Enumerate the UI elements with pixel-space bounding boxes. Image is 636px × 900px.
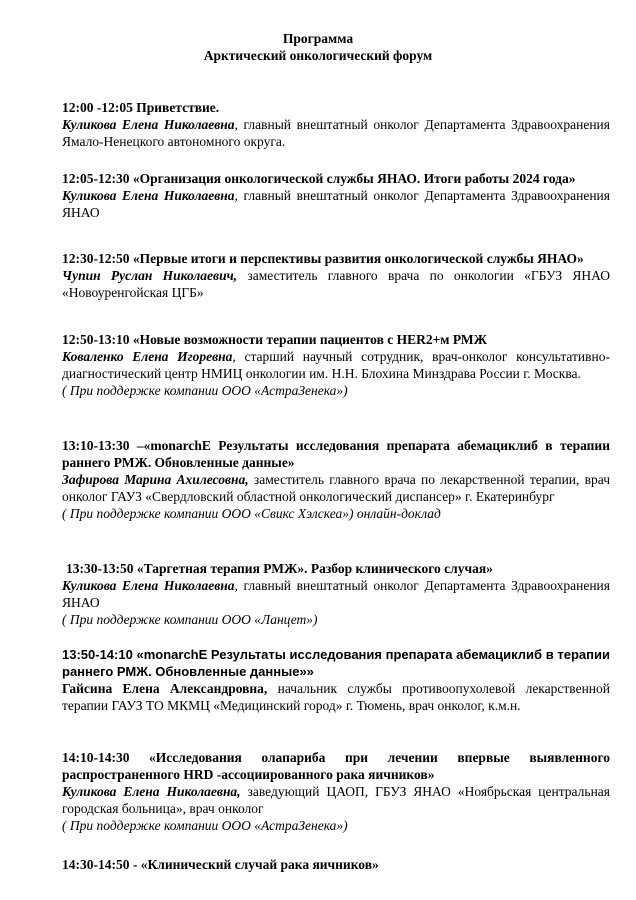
session-sponsor: ( При поддержке компании ООО «Ланцет») — [62, 612, 318, 627]
header-line-forum: Арктический онкологический форум — [203, 48, 433, 63]
session-item — [62, 856, 610, 873]
session-item — [62, 99, 610, 150]
speaker-role: , главный внештатный онколог Департамента Здравоохранения ЯНАО — [62, 188, 610, 220]
session-title: 12:50-13:10 «Новые возможности терапии пациентов с HER2+м РМЖ — [62, 332, 487, 347]
speaker-name: Куликова Елена Николаевна, — [62, 784, 241, 799]
header-line-program: Программа — [282, 31, 354, 46]
speaker-name: Зафирова Марина Ахилесовна, — [62, 472, 249, 487]
session-item — [62, 646, 610, 714]
session-item — [62, 331, 610, 399]
session-sponsor: ( При поддержке компании ООО «АстраЗенека») — [62, 818, 348, 833]
session-item — [62, 250, 610, 301]
session-title: 12:30-12:50 «Первые итоги и перспективы развития онкологической службы ЯНАО» — [62, 251, 584, 266]
session-title: 13:10-13:30 –«monarchE Результаты исследования препарата абемациклиб в терапии раннего РМЖ. Обновленные данные» — [62, 438, 610, 470]
session-title: 13:30-13:50 «Таргетная терапия РМЖ». Разбор клинического случая» — [66, 561, 493, 576]
session-item — [62, 560, 610, 628]
session-item — [62, 170, 610, 221]
speaker-name: Куликова Елена Николаевна — [62, 188, 235, 203]
session-title: 14:10-14:30 «Исследования олапариба при лечении впервые выявленного распространенного HRD -ассоциированного рака яичников» — [62, 750, 610, 782]
session-sponsor: ( При поддержке компании ООО «Свикс Хэлскеа») онлайн-доклад — [62, 506, 441, 521]
session-speaker — [62, 187, 610, 221]
program-header — [0, 30, 636, 64]
speaker-role: , старший научный сотрудник, врач-онколог консультативно-диагностический центр НМИЦ онкологии им. Н.Н. Блохина Минздрава России г. Москва. — [62, 349, 610, 381]
session-sponsor: ( При поддержке компании ООО «АстраЗенека») — [62, 383, 348, 398]
session-speaker — [62, 680, 610, 714]
session-speaker — [62, 471, 610, 505]
session-speaker — [62, 267, 610, 301]
speaker-role: заместитель главного врача по лекарственной терапии, врач онколог ГАУЗ «Свердловский областной онкологический диспансер» г. Екатеринбург — [62, 472, 611, 504]
session-title: 13:50-14:10 «monarchE Результаты исследования препарата абемациклиб в терапии раннего РМЖ. Обновленные данные»» — [62, 647, 610, 679]
session-item — [62, 437, 610, 522]
speaker-name: Гайсина Елена Александровна, — [62, 681, 268, 696]
speaker-role: , главный внештатный онколог Департамента Здравоохранения ЯНАО — [62, 578, 610, 610]
session-speaker — [62, 348, 610, 382]
speaker-name: Коваленко Елена Игоревна — [62, 349, 233, 364]
speaker-role: начальник службы противоопухолевой лекарственной терапии ГАУЗ ТО МКМЦ «Медицинский город» г. Тюмень, врач онколог, к.м.н. — [62, 681, 611, 713]
session-title: 14:30-14:50 - «Клинический случай рака яичников» — [62, 857, 379, 872]
session-title: 12:00 -12:05 Приветствие. — [62, 100, 220, 115]
speaker-role: заместитель главного врача по онкологии «ГБУЗ ЯНАО «Новоуренгойская ЦГБ» — [62, 268, 610, 300]
speaker-name: Чупин Руслан Николаевич, — [62, 268, 238, 283]
speaker-role: , главный внештатный онколог Департамента Здравоохранения Ямало-Ненецкого автономного округа. — [62, 117, 610, 149]
session-speaker — [62, 577, 610, 611]
speaker-name: Куликова Елена Николаевна — [62, 578, 235, 593]
speaker-name: Куликова Елена Николаевна — [62, 117, 235, 132]
session-title: 12:05-12:30 «Организация онкологической службы ЯНАО. Итоги работы 2024 года» — [62, 171, 576, 186]
session-item — [62, 749, 610, 834]
speaker-role: заведующий ЦАОП, ГБУЗ ЯНАО «Ноябрьская центральная городская больница», врач онколог — [62, 784, 610, 816]
session-speaker — [62, 116, 610, 150]
session-speaker — [62, 783, 610, 817]
